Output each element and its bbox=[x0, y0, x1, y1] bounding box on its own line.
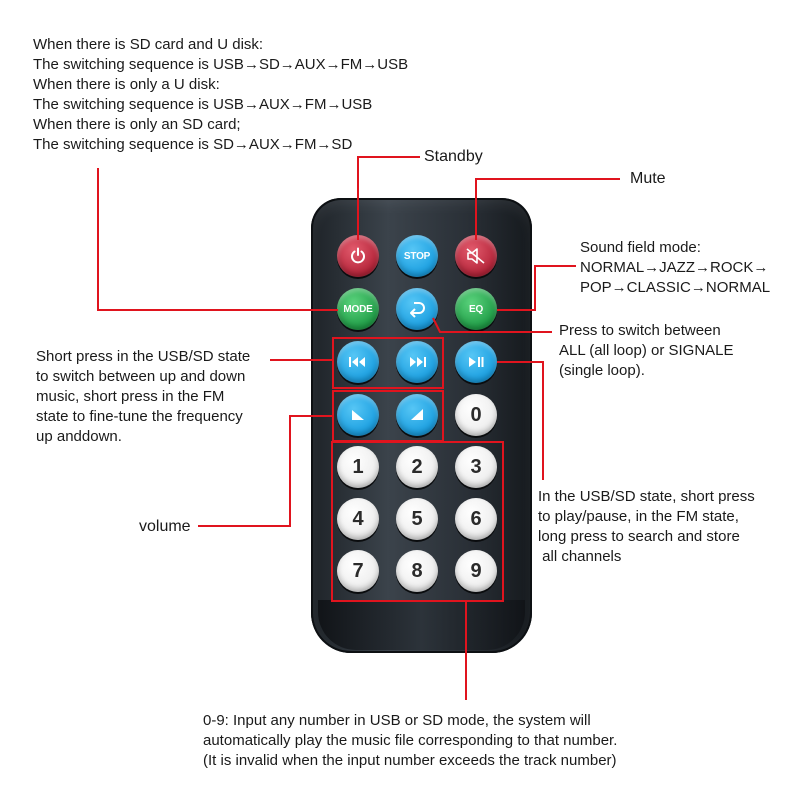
prev-next-line: to switch between up and down bbox=[36, 368, 246, 385]
prev-next-line: music, short press in the FM bbox=[36, 388, 225, 405]
mute-label: Mute bbox=[630, 170, 666, 187]
digit-2-button[interactable]: 2 bbox=[396, 446, 438, 488]
switching-sequence-line: When there is SD card and U disk: bbox=[33, 36, 264, 53]
digit-3-button[interactable]: 3 bbox=[455, 446, 497, 488]
loop-mode-line: ALL (all loop) or SIGNALE bbox=[559, 342, 734, 359]
numbers-line: (It is invalid when the input number exceeds the track number) bbox=[203, 752, 617, 769]
switching-sequence-line: The switching sequence is SD→AUX→FM→SD bbox=[33, 136, 353, 153]
stop-button[interactable]: STOP bbox=[396, 235, 438, 277]
loop-mode-line: (single loop). bbox=[559, 362, 645, 379]
digit-8-button[interactable]: 8 bbox=[396, 550, 438, 592]
numbers-line: automatically play the music file corresponding to that number. bbox=[203, 732, 618, 749]
sound-field-line: POP→CLASSIC→NORMAL bbox=[580, 279, 771, 296]
sound-field-line: Sound field mode: bbox=[580, 239, 701, 256]
digit-6-button[interactable]: 6 bbox=[455, 498, 497, 540]
switching-sequence-line: When there is only an SD card; bbox=[33, 116, 241, 133]
digit-5-button[interactable]: 5 bbox=[396, 498, 438, 540]
play-pause-line: all channels bbox=[538, 548, 622, 565]
eq-button[interactable]: EQ bbox=[455, 288, 497, 330]
digit-0-button[interactable]: 0 bbox=[455, 394, 497, 436]
digit-9-button[interactable]: 9 bbox=[455, 550, 497, 592]
callout-mode-line bbox=[98, 168, 338, 310]
play-pause-line: to play/pause, in the FM state, bbox=[538, 508, 739, 525]
play-pause-line: long press to search and store bbox=[538, 528, 740, 545]
prev-next-note bbox=[36, 347, 250, 447]
play-pause-line: In the USB/SD state, short press bbox=[538, 488, 755, 505]
numbers-line: 0-9: Input any number in USB or SD mode, the system will bbox=[203, 712, 591, 729]
switching-sequence-line: The switching sequence is USB→AUX→FM→USB bbox=[33, 96, 373, 113]
sound-field-note bbox=[580, 238, 770, 298]
switching-sequence-note bbox=[33, 35, 408, 155]
switching-sequence-line: The switching sequence is USB→SD→AUX→FM→USB bbox=[33, 56, 409, 73]
callout-volume-box bbox=[333, 391, 443, 441]
prev-next-line: up anddown. bbox=[36, 428, 122, 445]
mode-button[interactable]: MODE bbox=[337, 288, 379, 330]
prev-next-line: state to fine-tune the frequency bbox=[36, 408, 243, 425]
digit-4-button[interactable]: 4 bbox=[337, 498, 379, 540]
switching-sequence-line: When there is only a U disk: bbox=[33, 76, 220, 93]
loop-mode-line: Press to switch between bbox=[559, 322, 721, 339]
callout-prev-next-box bbox=[333, 338, 443, 388]
callout-mute-line bbox=[476, 179, 620, 240]
sound-field-line: NORMAL→JAZZ→ROCK→ bbox=[580, 259, 769, 276]
callout-standby-line bbox=[358, 157, 420, 240]
prev-next-line: Short press in the USB/SD state bbox=[36, 348, 251, 365]
callout-return-line bbox=[433, 318, 552, 332]
digit-1-button[interactable]: 1 bbox=[337, 446, 379, 488]
loop-mode-note bbox=[559, 321, 734, 381]
numbers-note bbox=[203, 711, 617, 771]
callout-numbers-box bbox=[332, 442, 503, 601]
digit-7-button[interactable]: 7 bbox=[337, 550, 379, 592]
standby-label: Standby bbox=[424, 148, 483, 165]
volume-label: volume bbox=[139, 518, 191, 535]
play-pause-note bbox=[538, 487, 755, 567]
callout-eq-line bbox=[497, 266, 576, 310]
